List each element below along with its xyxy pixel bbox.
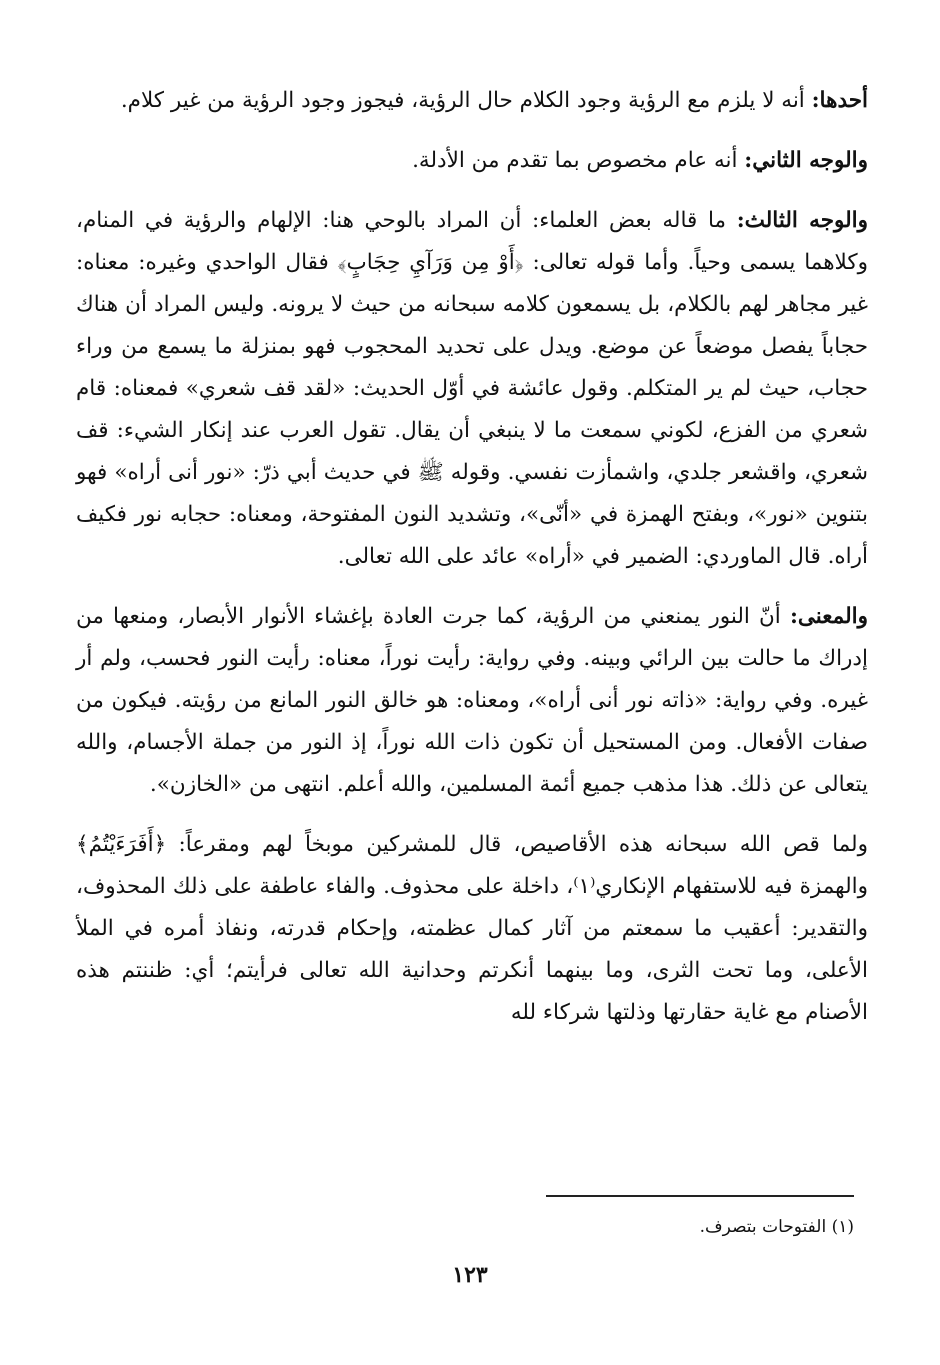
paragraph-text: أنه لا يلزم مع الرؤية وجود الكلام حال الرؤية، فيجوز وجود الرؤية من غير كلام.: [120, 88, 812, 113]
footnote: (١) الفتوحات بتصرف.: [699, 1217, 854, 1237]
paragraph-lead: والمعنى:: [789, 604, 868, 629]
page-number: ١٢٣: [452, 1262, 488, 1288]
paragraph-meaning: [76, 596, 868, 806]
paragraph-closing: [76, 824, 868, 1034]
paragraph-text: ولما قص الله سبحانه هذه الأقاصيص، قال للمشركين موبخاً لهم ومقرعاً: ﴿أَفَرَءَيْتُمُ﴾ والهمزة فيه للاستفهام الإنكاري⁽١⁾، داخلة على محذوف. والفاء عاطفة على ذلك المحذوف، والتقدير: أعقيب ما سمعتم من آثار كمال عظمته، وإحكام قدرته، ونفاذ أمره في الملأ الأعلى، وما تحت الثرى، وما بينهما أنكرتم وحدانية الله تعالى فرأيتم؛ أي: ظننتم هذه الأصنام مع غاية حقارتها وذلتها شركاء لله: [76, 832, 868, 1025]
paragraph-second-aspect: [76, 140, 868, 182]
paragraph-text: أنّ النور يمنعني من الرؤية، كما جرت العادة بإغشاء الأنوار الأبصار، ومنعها من إدراك ما حالت بين الرائي وبينه. وفي رواية: رأيت نوراً، معناه: رأيت النور فحسب، ولم أر غيره. وفي رواية: «ذاته نور أنى أراه»، ومعناه: هو خالق النور المانع من رؤيته. فيكون من صفات الأفعال. ومن المستحيل أن تكون ذات الله نوراً، إذ النور من جملة الأجسام، والله يتعالى عن ذلك. هذا مذهب جميع أئمة المسلمين، والله أعلم. انتهى من «الخازن».: [76, 604, 868, 797]
paragraph-lead: والوجه الثالث:: [736, 208, 869, 233]
paragraph-text: ما قاله بعض العلماء: أن المراد بالوحي هنا: الإلهام والرؤية في المنام، وكلاهما يسمى وحياً. وأما قوله تعالى: ﴿أَوْ مِن وَرَآيِ حِجَابٍ﴾ فقال الواحدي وغيره: معناه: غير مجاهر لهم بالكلام، بل يسمعون كلامه سبحانه من حيث لا يرونه. وليس المراد أن هناك حجاباً يفصل موضعاً عن موضع. ويدل على تحديد المحجوب فهو بمنزلة ما يسمع من وراء حجاب، حيث لم ير المتكلم. وقول عائشة في أوّل الحديث: «لقد قف شعري» فمعناه: قام شعري من الفزع، لكوني سمعت ما لا ينبغي أن يقال. تقول العرب عند إنكار الشيء: قف شعري، واقشعر جلدي، واشمأزت نفسي. وقوله ﷺ في حديث أبي ذرّ: «نور أنى أراه» فهو بتنوين «نور»، وبفتح الهمزة في «أنّى»، وتشديد النون المفتوحة، ومعناه: حجابه نور فكيف أراه. قال الماوردي: الضمير في «أراه» عائد على الله تعالى.: [76, 208, 868, 569]
paragraph-lead: أحدها:: [811, 88, 868, 113]
footnote-divider: [546, 1195, 854, 1197]
paragraph-lead: والوجه الثاني:: [744, 148, 868, 173]
paragraph-third-aspect: [76, 200, 868, 578]
page-body: [76, 80, 868, 1052]
paragraph-first-aspect: [76, 80, 868, 122]
paragraph-text: أنه عام مخصوص بما تقدم من الأدلة.: [412, 148, 745, 173]
